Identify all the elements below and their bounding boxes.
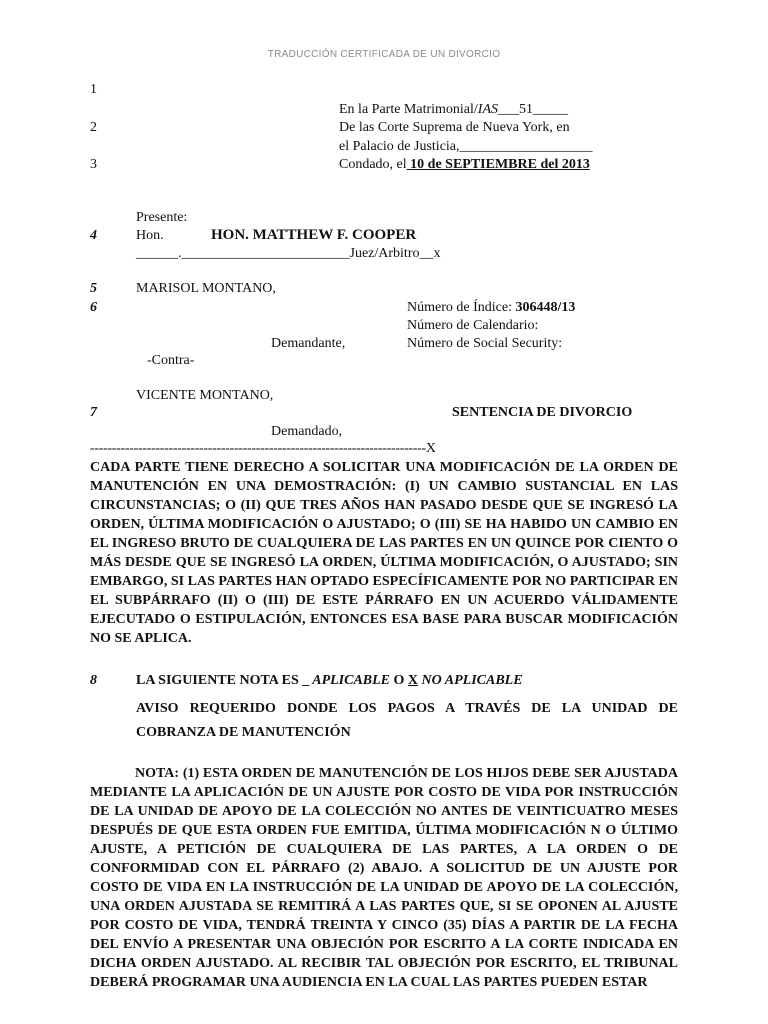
judge-signature-line: [136, 246, 440, 262]
line-number-7: 7: [90, 405, 97, 420]
judgment-title: SENTENCIA DE DIVORCIO: [452, 405, 633, 420]
modification-paragraph: [90, 458, 678, 648]
nota-paragraph: [90, 764, 678, 992]
index-number-label: Número de Índice:: [407, 300, 516, 315]
signature-underline: ______.________________________: [136, 246, 350, 261]
contra-label: -Contra-: [147, 353, 195, 368]
line-number-8: 8: [90, 673, 97, 688]
ias-number: ___51_____: [498, 102, 569, 117]
caption-x-mark: x: [433, 246, 441, 261]
court-part-line: [339, 102, 568, 118]
required-notice-text: AVISO REQUERIDO DONDE LOS PAGOS A TRAVÉS DE LA UNIDAD DE COBRANZA DE MANUTENCIÓN: [136, 701, 678, 740]
plaintiff-name: MARISOL MONTANO,: [136, 281, 276, 296]
ssn-label: Número de Social Security:: [407, 336, 563, 351]
county-label: Condado, el: [339, 157, 407, 172]
line-number-5: 5: [90, 281, 97, 296]
line-number-6: 6: [90, 300, 97, 315]
index-number-line: [407, 300, 575, 316]
ias-label: IAS: [477, 102, 499, 117]
line-number-3: 3: [90, 157, 97, 172]
present-label: Presente:: [136, 210, 188, 225]
judge-name: HON. MATTHEW F. COOPER: [211, 227, 417, 243]
modification-paragraph-text: CADA PARTE TIENE DERECHO A SOLICITAR UNA MODIFICACIÓN DE LA ORDEN DE MANUTENCIÓN EN UNA DEMOSTRACIÓN: (I) UN CAMBIO SUSTANCIAL EN LAS CIRCUNSTANCIAS; O (II) QUE TRES AÑOS HAN PASADO DESDE QUE SE INGRESÓ LA ORDEN, ÚLTIMA MODIFICACIÓN O AJUSTADO; O (III) SE HA HABIDO UN CAMBIO EN EL INGRESO BRUTO DE CUALQUIERA DE LAS PARTES EN UN QUINCE POR CIENTO O MÁS DESDE QUE SE INGRESÓ LA ORDEN, ÚLTIMA MODIFICACIÓN, O AJUSTADO; SIN EMBARGO, SI LAS PARTES HAN OPTADO ESPECÍFICAMENTE POR NO PARTICIPAR EN EL SUBPÁRRAFO (II) O (III) DE ESTE PÁRRAFO EN UN ACUERDO VÁLIDAMENTE EJECUTADO O ESTIPULACIÓN, ENTONCES ESA BASE PARA BUSCAR MODIFICACIÓN NO SE APLICA.: [90, 460, 678, 646]
not-applicable-option: NO APLICABLE: [418, 673, 523, 688]
judge-arbiter-label: Juez/Arbitro__: [349, 246, 434, 261]
county-date-line: [339, 157, 590, 173]
index-number-value: 306448/13: [515, 300, 576, 315]
hearing-date: 10 de SEPTIEMBRE del 2013: [406, 157, 590, 172]
line-number-2: 2: [90, 120, 97, 135]
nota-paragraph-text: NOTA: (1) ESTA ORDEN DE MANUTENCIÓN DE LOS HIJOS DEBE SER AJUSTADA MEDIANTE LA APLICACIÓN DE UN AJUSTE POR COSTO DE VIDA POR INSTRUCCIÓN DE LA UNIDAD DE APOYO DE LA COLECCIÓN NO ANTES DE VEINTICUATRO MESES DESPUÉS DE QUE ESTA ORDEN FUE EMITIDA, ÚLTIMA MODIFICACIÓN N O ÚLTIMO AJUSTE, A PETICIÓN DE CUALQUIERA DE LAS PARTES, A LA ORDEN O DE CONFORMIDAD CON EL PÁRRAFO (2) ABAJO. A SOLICITUD DE UN AJUSTE POR COSTO DE VIDA EN LA INSTRUCCIÓN DE LA UNIDAD DE APOYO DE LA COLECCIÓN, UNA ORDEN AJUSTADA SE REMITIRÁ A LAS PARTES QUE, SI SE OPONEN AL AJUSTE POR COSTO DE VIDA, TENDRÁ TREINTA Y CINCO (35) DÍAS A PARTIR DE LA FECHA DEL ENVÍO A PRESENTAR UNA OBJECIÓN POR ESCRITO A LA CORTE INDICADA EN DICHA ORDEN AJUSTADO. AL RECIBIR TAL OBJECIÓN POR ESCRITO, EL TRIBUNAL DEBERÁ PROGRAMAR UNA AUDIENCIA EN LA CUAL LAS PARTES PUEDEN ESTAR: [90, 766, 678, 990]
calendar-number-label: Número de Calendario:: [407, 318, 539, 333]
or-text: O: [390, 673, 408, 688]
line-number-4: 4: [90, 228, 97, 243]
plaintiff-role: Demandante,: [271, 336, 346, 351]
caption-separator: -----------------------------------------------------------------------------X: [90, 441, 436, 456]
required-notice: [136, 697, 678, 745]
court-name-line: De las Corte Suprema de Nueva York, en: [339, 120, 570, 135]
document-header: TRADUCCIÓN CERTIFICADA DE UN DIVORCIO: [267, 49, 501, 60]
applicable-option: APLICABLE: [309, 673, 391, 688]
courthouse-line: el Palacio de Justicia,___________________: [339, 139, 593, 154]
line-number-1: 1: [90, 82, 97, 97]
defendant-name: VICENTE MONTANO,: [136, 388, 274, 403]
note-lead-text: LA SIGUIENTE NOTA ES _: [136, 673, 310, 688]
court-part-label: En la Parte Matrimonial/: [339, 102, 478, 117]
note-applicability-line: [136, 673, 523, 689]
selected-x-mark: X: [407, 673, 419, 688]
defendant-role: Demandado,: [271, 424, 343, 439]
hon-label: Hon.: [136, 228, 164, 243]
